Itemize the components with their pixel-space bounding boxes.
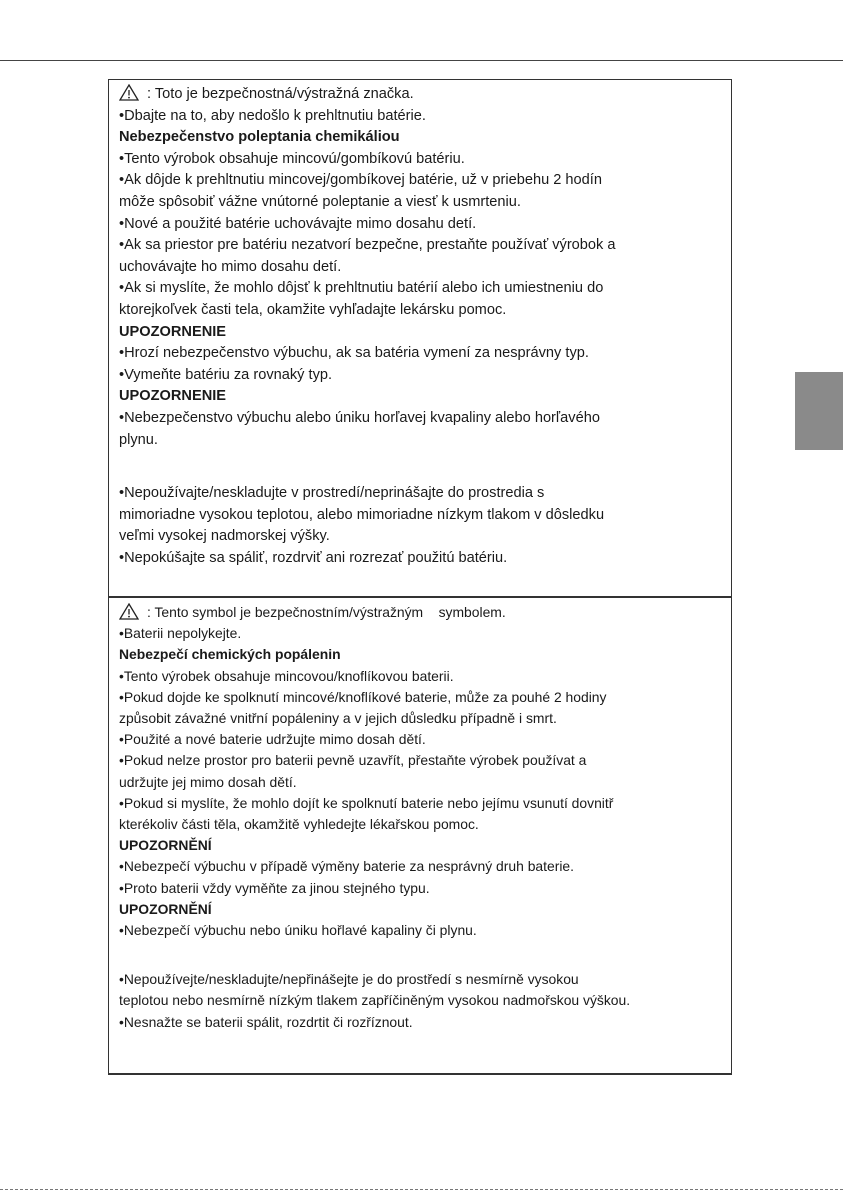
czech-line: •Nebezpečí výbuchu v případě výměny baterie za nesprávný druh baterie. [119,858,575,875]
slovak-line: •Nepokúšajte sa spáliť, rozdrviť ani rozrezať použitú batériu. [119,549,508,566]
page-bottom-rule [0,1189,843,1190]
slovak-line: •Hrozí nebezpečenstvo výbuchu, ak sa batéria vymení za nesprávny typ. [119,345,589,362]
slovak-line: •Ak sa priestor pre batériu nezatvorí bezpečne, prestaňte používať výrobok a [119,237,616,254]
slovak-heading-caution: UPOZORNENIE [119,388,227,405]
slovak-line: ktorejkoľvek časti tela, okamžite vyhľadajte lekársku pomoc. [119,301,507,318]
slovak-line: •Vymeňte batériu za rovnaký typ. [119,366,333,383]
slovak-line: plynu. [119,431,158,448]
czech-heading-caution: UPOZORNĚNÍ [119,837,212,854]
page-top-rule [0,60,843,61]
czech-line: •Použité a nové baterie udržujte mimo dosah dětí. [119,731,426,748]
czech-line: •Nebezpečí výbuchu nebo úniku hořlavé kapaliny či plynu. [119,922,477,939]
czech-line: kterékoliv části těla, okamžitě vyhledejte lékařskou pomoc. [119,816,479,833]
czech-line: •Pokud nelze prostor pro baterii pevně uzavřít, přestaňte výrobek používat a [119,752,587,769]
section-side-tab [795,372,843,450]
slovak-line: •Ak si myslíte, že mohlo dôjsť k prehltnutiu batérií alebo ich umiestneniu do [119,280,604,297]
czech-line: udržujte jej mimo dosah dětí. [119,773,297,790]
czech-symbol-text: : Tento symbol je bezpečnostním/výstražným symbolem. [147,604,506,620]
slovak-line: •Nebezpečenstvo výbuchu alebo úniku horľavej kvapaliny alebo horľavého [119,409,600,426]
czech-symbol-line [119,602,725,623]
spacer [119,451,725,483]
slovak-line: •Dbajte na to, aby nedošlo k prehltnutiu batérie. [119,107,426,124]
czech-heading-caution: UPOZORNĚNÍ [119,900,212,917]
czech-line: •Pokud dojde ke spolknutí mincové/knoflíkové baterie, může za pouhé 2 hodiny [119,688,607,705]
slovak-heading-caution: UPOZORNENIE [119,323,227,340]
slovak-symbol-text: : Toto je bezpečnostná/výstražná značka. [147,86,414,102]
czech-line: teplotou nebo nesmírně nízkým tlakem zapříčiněným vysokou nadmořskou výškou. [119,992,631,1009]
slovak-line: •Nové a použité batérie uchovávajte mimo dosahu detí. [119,215,477,232]
czech-line: •Proto baterii vždy vyměňte za jinou stejného typu. [119,879,430,896]
slovak-line: •Tento výrobok obsahuje mincovú/gombíkovú batériu. [119,150,465,167]
czech-line: •Tento výrobek obsahuje mincovou/knoflíkovou baterii. [119,667,454,684]
czech-line: způsobit závažné vnitřní popáleniny a v jejich důsledku případně i smrt. [119,710,557,727]
czech-line: •Baterii nepolykejte. [119,625,242,642]
czech-warning-box [108,597,732,1075]
slovak-line: mimoriadne vysokou teplotou, alebo mimoriadne nízkym tlakom v dôsledku [119,506,605,523]
spacer [119,941,725,969]
slovak-heading-chemical-burn: Nebezpečenstvo poleptania chemikáliou [119,129,400,146]
slovak-symbol-line [119,84,725,106]
slovak-line: •Nepoužívajte/neskladujte v prostredí/neprinášajte do prostredia s [119,485,545,502]
slovak-line: uchovávajte ho mimo dosahu detí. [119,258,342,275]
czech-line: •Nesnažte se baterii spálit, rozdrtit či rozříznout. [119,1013,413,1030]
czech-heading-chemical-burn: Nebezpečí chemických popálenin [119,646,341,663]
slovak-line: môže spôsobiť vážne vnútorné poleptanie a viesť k usmrteniu. [119,193,521,210]
slovak-line: veľmi vysokej nadmorskej výšky. [119,528,330,545]
slovak-warning-box [108,79,732,596]
warning-triangle-icon [119,603,139,620]
warning-triangle-icon [119,84,139,101]
czech-line: •Pokud si myslíte, že mohlo dojít ke spolknutí baterie nebo jejímu vsunutí dovnitř [119,794,614,811]
slovak-line: •Ak dôjde k prehltnutiu mincovej/gombíkovej batérie, už v priebehu 2 hodín [119,172,602,189]
czech-line: •Nepoužívejte/neskladujte/nepřinášejte je do prostředí s nesmírně vysokou [119,971,579,988]
